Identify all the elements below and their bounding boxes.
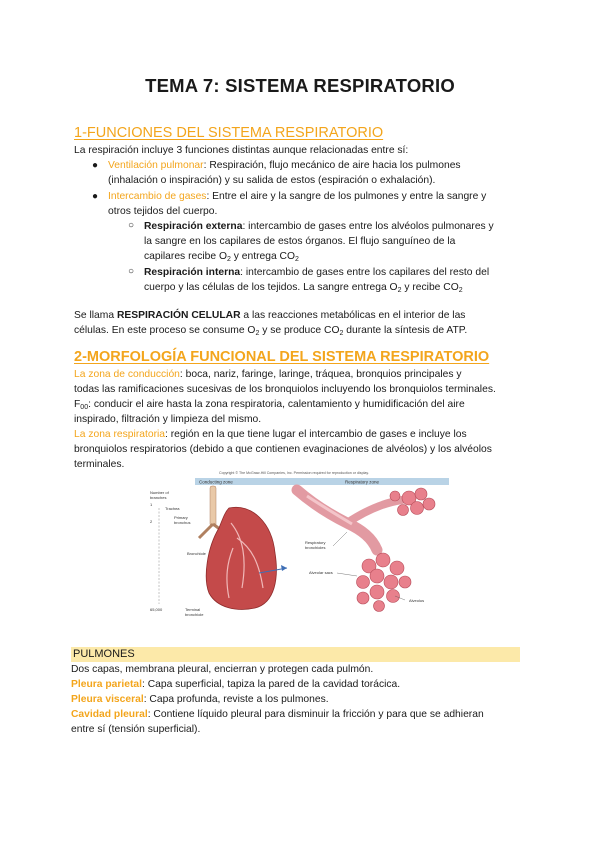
sub-text: capilares recibe O: [144, 251, 227, 262]
label-terminal: Terminal: [185, 607, 201, 612]
label-count-2: 2: [150, 519, 153, 524]
label-bronchiole: Bronchiole: [187, 551, 206, 556]
subscript: 2: [339, 330, 344, 337]
bullet-dot: ●: [92, 160, 99, 171]
zone-text: : boca, nariz, faringe, laringe, tráquea, bronquios principales y: [179, 369, 462, 380]
label-number-of-branches: Number of: [150, 490, 169, 495]
sub-bullet-circle: ○: [128, 266, 135, 277]
sub-interna: [144, 265, 489, 280]
right-header-text: Respiratory zone: [345, 479, 380, 485]
para-text: y se produce CO: [259, 325, 340, 336]
arrow-head: [281, 565, 287, 571]
label-branches: branches: [150, 495, 167, 500]
respiratory-bronchiole-branch: [347, 500, 402, 523]
pleura-text: : Capa superficial, tapiza la pared de la cavidad torácica.: [141, 679, 401, 690]
lung-shape: [206, 507, 276, 609]
sub-text: cuerpo y las células de los tejidos. La sangre entrega O: [144, 282, 398, 293]
term-intercambio: Intercambio de gases: [108, 191, 207, 202]
subscript: 2: [255, 330, 260, 337]
label-count-1: 1: [150, 502, 153, 507]
bullet-intercambio: [108, 189, 486, 204]
sub-interna-line2: [144, 280, 463, 295]
sub-text: : intercambio de gases entre los alvéolos pulmonares y: [242, 221, 494, 232]
para-text: a las reacciones metabólicas en el interior de las: [240, 310, 466, 321]
label-bronchioles: bronchioles: [305, 545, 326, 550]
page-title: TEMA 7: SISTEMA RESPIRATORIO: [145, 75, 455, 96]
term-interna: Respiración interna: [144, 267, 241, 278]
term-zona-respiratoria: La zona respiratoria: [74, 429, 166, 440]
pulmones-heading: PULMONES: [71, 647, 520, 662]
para-text: Se llama: [74, 310, 117, 321]
label-trachea: Trachea: [165, 506, 180, 511]
para-text: durante la síntesis de ATP.: [343, 325, 468, 336]
term-externa: Respiración externa: [144, 221, 243, 232]
term-zona-conduccion: La zona de conducción: [74, 369, 180, 380]
zone-text: : región en la que tiene lugar el intercambio de gases e incluye los: [165, 429, 467, 440]
term-pleura-visceral: Pleura visceral: [71, 694, 144, 705]
bullet-ventilacion: [108, 158, 461, 173]
sub-externa-line3: [144, 249, 299, 264]
zona-respiratoria-line3: terminales.: [74, 459, 125, 470]
leader-line: [337, 573, 357, 576]
label-alveolus: Alveolus: [409, 598, 425, 603]
sub-text: y entrega CO: [230, 251, 295, 262]
pleura-parietal: [71, 677, 400, 692]
figure-caption: Copyright © The McGraw-Hill Companies, Inc. Permission required for reproduction or display.: [219, 471, 369, 475]
zona-respiratoria: [74, 427, 467, 442]
section-2-heading: 2-MORFOLOGÍA FUNCIONAL DEL SISTEMA RESPIRATORIO: [74, 349, 490, 365]
zona-respiratoria-line2: bronquiolos respiratorios (debido a que contienen evaginaciones de alvéolos) y los alvéolos: [74, 444, 492, 455]
label-bronchus: bronchus: [174, 520, 191, 525]
funcion-line2: inspirado, filtración y limpieza del mismo.: [74, 414, 262, 425]
bullet-intercambio-line2: otros tejidos del cuerpo.: [108, 206, 218, 217]
label-respiratory: Respiratory: [305, 540, 326, 545]
alveoli-cluster-lower: [357, 553, 412, 612]
sub-text: y recibe CO: [401, 282, 459, 293]
label-terminal-bronchiole: bronchiole: [185, 612, 204, 617]
subscript: 00: [80, 404, 89, 411]
f-text: : conducir el aire hasta la zona respiratoria, calentamiento y humidificación del aire: [88, 399, 465, 410]
term-pleura-parietal: Pleura parietal: [71, 679, 142, 690]
label-alveolar-sacs: Alveolar sacs: [309, 570, 333, 575]
sub-bullet-circle: ○: [128, 220, 135, 231]
term-cavidad-pleural: Cavidad pleural: [71, 709, 148, 720]
section-1-intro: La respiración incluye 3 funciones distintas aunque relacionadas entre sí:: [74, 145, 409, 156]
subscript: 2: [295, 256, 299, 263]
celular-paragraph-line2: [74, 323, 467, 338]
pleura-text: : Contiene líquido pleural para disminuir la fricción y para que se adhieran: [147, 709, 484, 720]
leader-line: [333, 532, 347, 546]
celular-paragraph-line1: [74, 308, 465, 323]
subscript: 2: [397, 287, 402, 294]
bullet-ventilacion-line2: (inhalación o inspiración) y su salida de estos (espiración o exhalación).: [108, 175, 436, 186]
section-1-heading: 1-FUNCIONES DEL SISTEMA RESPIRATORIO: [74, 125, 384, 141]
bullet-dot: ●: [92, 191, 99, 202]
pulmones-line1: Dos capas, membrana pleural, encierran y protegen cada pulmón.: [71, 664, 374, 675]
respiratory-zones-figure: [147, 468, 462, 620]
trachea-shape: [210, 486, 216, 526]
term-respiracion-celular: RESPIRACIÓN CELULAR: [116, 310, 241, 321]
subscript: 2: [458, 287, 463, 294]
cavidad-pleural: [71, 707, 484, 722]
pleura-visceral: [71, 692, 329, 707]
f-text: F: [74, 399, 81, 410]
bullet-text: : Entre el aire y la sangre de los pulmones y entre la sangre y: [206, 191, 487, 202]
zona-conduccion: [74, 367, 462, 382]
bullet-text: : Respiración, flujo mecánico de aire hacia los pulmones: [203, 160, 461, 171]
label-count-big: 65,000: [150, 607, 163, 612]
label-primary: Primary: [174, 515, 188, 520]
cavidad-pleural-line2: entre sí (tensión superficial).: [71, 724, 201, 735]
sub-text: : intercambio de gases entre los capilares del resto del: [240, 267, 490, 278]
sub-externa: [144, 219, 494, 234]
sub-externa-line2: la sangre en los capilares de estos órganos. El flujo sanguíneo de la: [144, 236, 456, 247]
para-text: células. En este proceso se consume O: [74, 325, 256, 336]
subscript: 2: [226, 256, 231, 263]
pleura-text: : Capa profunda, reviste a los pulmones.: [143, 694, 329, 705]
funcion-line1: [74, 397, 465, 412]
left-header-text: Conducting zone: [199, 479, 233, 485]
zona-conduccion-line2: todas las ramificaciones sucesivas de los bronquiolos incluyendo los bronquiolos terminales.: [74, 384, 496, 395]
term-ventilacion: Ventilación pulmonar: [108, 160, 204, 171]
